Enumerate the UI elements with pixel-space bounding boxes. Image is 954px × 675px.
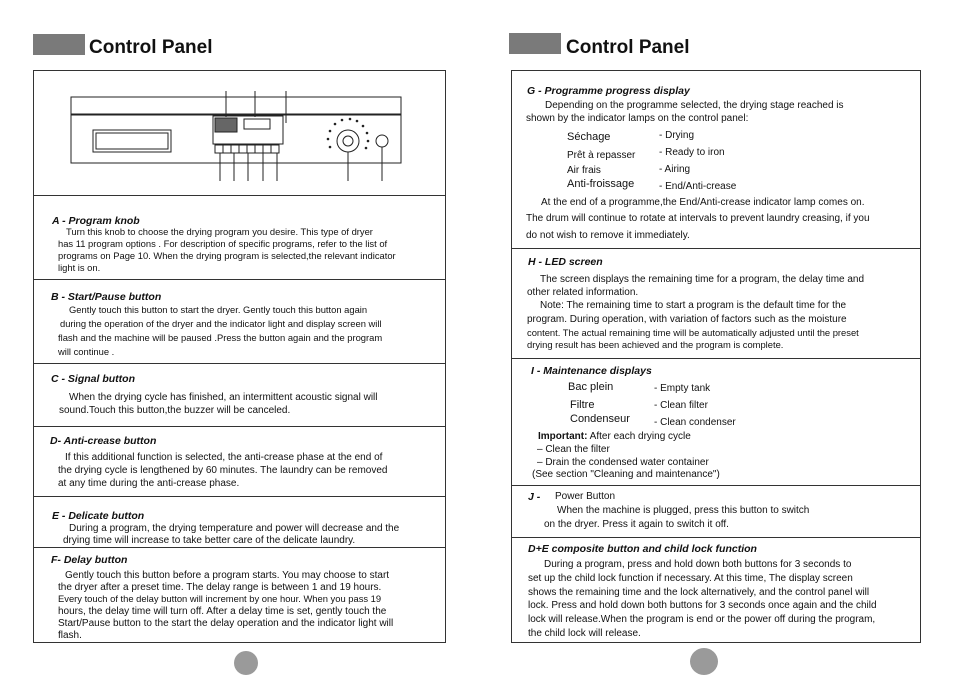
section-e-line: During a program, the drying temperature and power will decrease and the bbox=[69, 523, 400, 534]
section-f-line: flash. bbox=[58, 630, 82, 641]
section-b-line: flash and the machine will be paused .Press the button again and the program bbox=[58, 332, 383, 343]
progress-label-fr: Prêt à repasser bbox=[567, 150, 636, 161]
progress-label-fr: Anti-froissage bbox=[567, 178, 635, 190]
section-de-line: During a program, press and hold down both buttons for 3 seconds to bbox=[544, 559, 852, 570]
section-g-outro: do not wish to remove it immediately. bbox=[526, 230, 690, 241]
section-de-line: set up the child lock function if necessary. At this time, The display screen bbox=[528, 573, 853, 584]
important-text: After each drying cycle bbox=[587, 431, 691, 442]
section-b-title: B - Start/Pause button bbox=[51, 291, 162, 303]
section-de-line: the child lock will release. bbox=[528, 628, 641, 639]
maintenance-note: (See section "Cleaning and maintenance") bbox=[532, 469, 720, 480]
section-f-line: Gently touch this button before a program starts. You may choose to start bbox=[65, 570, 390, 581]
important-note bbox=[538, 430, 691, 443]
section-de-line: lock. Press and hold down both buttons for 3 seconds once again and the child bbox=[528, 600, 877, 611]
left-page-number-marker bbox=[234, 651, 258, 675]
right-page-number-marker bbox=[690, 648, 718, 675]
maintenance-label-en: - Clean filter bbox=[654, 400, 708, 411]
section-c-title: C - Signal button bbox=[51, 373, 135, 385]
section-f-line: Start/Pause button to the start the delay operation and the indicator light will bbox=[58, 618, 394, 629]
section-d-line: at any time during the anti-crease phase. bbox=[58, 478, 240, 489]
section-g-intro: shown by the indicator lamps on the control panel: bbox=[526, 113, 749, 124]
section-j-line: When the machine is plugged, press this button to switch bbox=[557, 505, 810, 516]
section-j-label: J - bbox=[528, 491, 541, 503]
knob-dots-icon bbox=[327, 118, 370, 150]
progress-label-fr: Air frais bbox=[567, 165, 601, 176]
section-h-line: content. The actual remaining time will be automatically adjusted until the preset bbox=[527, 327, 859, 338]
section-de-title: D+E composite button and child lock function bbox=[528, 543, 757, 555]
maintenance-label-en: - Empty tank bbox=[654, 383, 711, 394]
right-header-block bbox=[509, 33, 561, 54]
right-frame bbox=[511, 70, 921, 643]
left-frame bbox=[33, 70, 446, 643]
section-h-line: The screen displays the remaining time for a program, the delay time and bbox=[540, 274, 865, 285]
section-h-line: program. During operation, with variation of factors such as the moisture bbox=[527, 314, 847, 325]
section-a-line: programs on Page 10. When the drying program is selected,the relevant indicator bbox=[58, 250, 396, 261]
section-h-line: Note: The remaining time to start a program is the default time for the bbox=[540, 300, 847, 311]
section-g-outro: At the end of a programme,the End/Anti-crease indicator lamp comes on. bbox=[541, 197, 865, 208]
section-f-line: Every touch of the delay button will increment by one hour. When you pass 19 bbox=[58, 593, 382, 604]
maintenance-label-en: - Clean condenser bbox=[654, 417, 736, 428]
section-c-line: When the drying cycle has finished, an intermittent acoustic signal will bbox=[69, 392, 378, 403]
left-header-block bbox=[33, 34, 85, 55]
section-h-line: drying result has been achieved and the program is complete. bbox=[527, 339, 784, 350]
section-d-line: If this additional function is selected, the anti-crease phase at the end of bbox=[65, 452, 383, 463]
maintenance-label-fr: Filtre bbox=[570, 399, 595, 411]
progress-label-en: - Drying bbox=[659, 130, 695, 141]
section-h-line: other related information. bbox=[527, 287, 639, 298]
section-a-line: has 11 program options . For description of specific programs, refer to the list of bbox=[58, 238, 388, 249]
section-j-title: Power Button bbox=[555, 491, 616, 502]
section-de-line: lock will release.When the program is end or the power off during the program, bbox=[528, 614, 876, 625]
important-label: Important: bbox=[538, 431, 588, 442]
section-h-title: H - LED screen bbox=[528, 256, 603, 268]
section-j-line: on the dryer. Press it again to switch it off. bbox=[544, 519, 729, 530]
section-d-line: the drying cycle is lengthened by 60 minutes. The laundry can be removed bbox=[58, 465, 388, 476]
progress-label-en: - Ready to iron bbox=[659, 147, 725, 158]
section-g-title: G - Programme progress display bbox=[527, 85, 690, 97]
section-a-line: light is on. bbox=[58, 262, 101, 273]
section-b-line: Gently touch this button to start the dryer. Gently touch this button again bbox=[69, 304, 368, 315]
section-f-line: hours, the delay time will turn off. After a delay time is set, gently touch the bbox=[58, 606, 387, 617]
progress-label-en: - End/Anti-crease bbox=[659, 181, 737, 192]
progress-label-en: - Airing bbox=[659, 164, 691, 175]
section-f-line: the dryer after a preset time. The delay range is between 1 and 19 hours. bbox=[58, 582, 382, 593]
section-i-title: I - Maintenance displays bbox=[531, 365, 652, 377]
section-c-line: sound.Touch this button,the buzzer will be canceled. bbox=[59, 405, 291, 416]
section-e-line: drying time will increase to take better care of the delicate laundry. bbox=[63, 535, 356, 546]
control-panel-diagram bbox=[34, 71, 445, 195]
section-g-outro: The drum will continue to rotate at intervals to prevent laundry creasing, if you bbox=[526, 213, 870, 224]
section-g-intro: Depending on the programme selected, the drying stage reached is bbox=[545, 100, 844, 111]
section-de-line: shows the remaining time and the lock alternatively, and the control panel will bbox=[528, 587, 870, 598]
maintenance-label-fr: Condenseur bbox=[570, 413, 630, 425]
maintenance-note: – Drain the condensed water container bbox=[537, 457, 709, 468]
section-e-title: E - Delicate button bbox=[52, 510, 145, 522]
section-a-title: A - Program knob bbox=[52, 215, 140, 227]
maintenance-label-fr: Bac plein bbox=[568, 381, 614, 393]
maintenance-note: – Clean the filter bbox=[537, 444, 610, 455]
section-d-title: D- Anti-crease button bbox=[50, 435, 157, 447]
left-page-title: Control Panel bbox=[89, 37, 213, 58]
progress-label-fr: Séchage bbox=[567, 131, 611, 143]
section-b-line: will continue . bbox=[58, 346, 115, 357]
section-a-line: Turn this knob to choose the drying program you desire. This type of dryer bbox=[66, 226, 373, 237]
right-page-title: Control Panel bbox=[566, 37, 690, 58]
section-b-line: during the operation of the dryer and the indicator light and display screen will bbox=[60, 318, 382, 329]
section-f-title: F- Delay button bbox=[51, 554, 128, 566]
